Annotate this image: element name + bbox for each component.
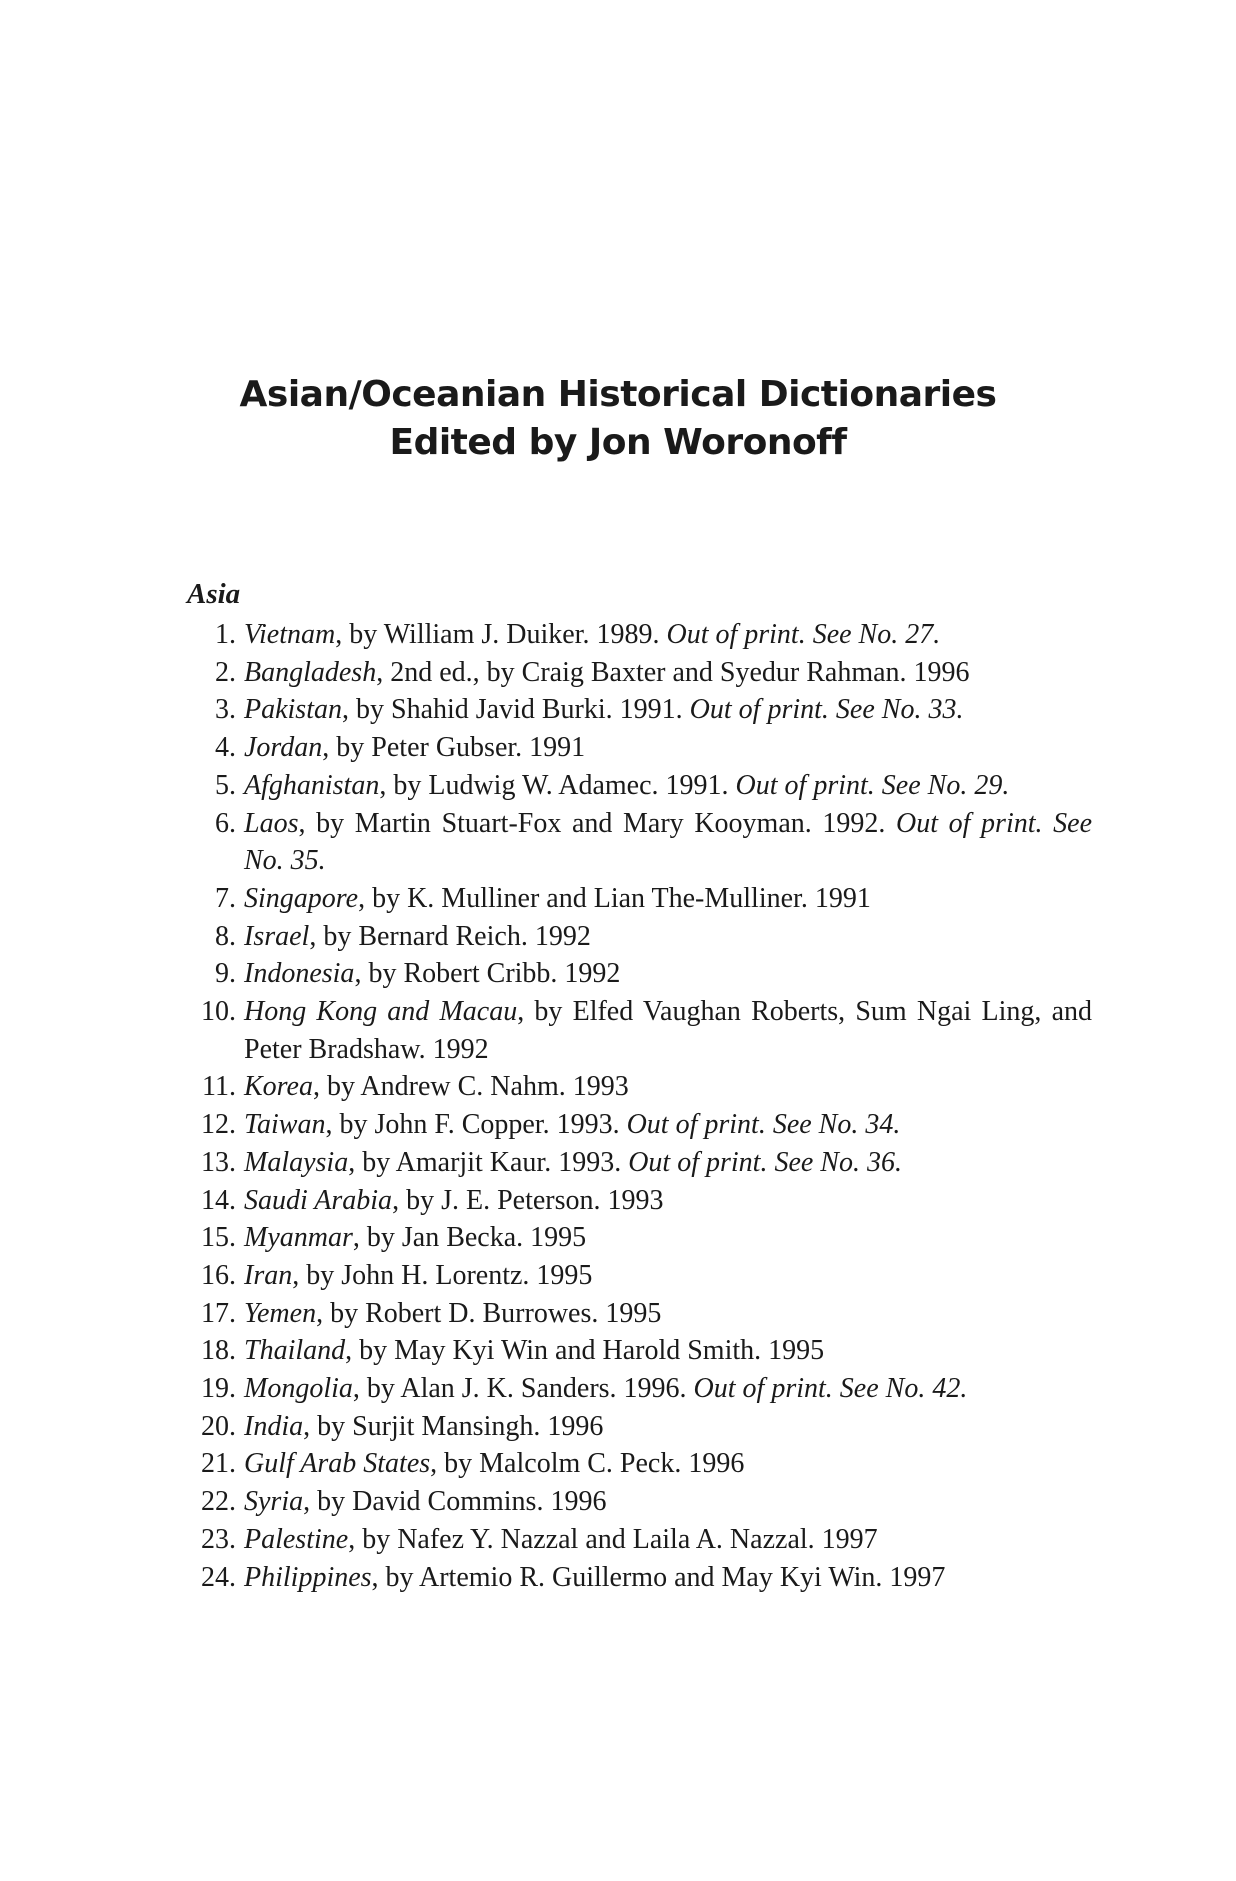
list-item [170, 1106, 1092, 1144]
item-number: 16. [201, 1259, 236, 1291]
item-note: Out of print. See No. 35. [244, 807, 1092, 877]
item-body [244, 1408, 1092, 1446]
item-author-year: , by Shahid Javid Burki. 1991. [342, 694, 690, 726]
item-note: Out of print. See No. 36. [628, 1146, 902, 1178]
item-body [244, 1295, 1092, 1333]
list-item [170, 1483, 1092, 1521]
item-title: Philippines [244, 1561, 372, 1593]
item-body [244, 1483, 1092, 1521]
list-item [170, 955, 1092, 993]
item-author-year: , by Surjit Mansingh. 1996 [303, 1410, 604, 1442]
item-author-year: , by Robert D. Burrowes. 1995 [316, 1297, 662, 1329]
item-body [244, 1332, 1092, 1370]
item-title: Yemen [244, 1297, 317, 1329]
item-title: Mongolia [244, 1373, 353, 1405]
item-number: 19. [201, 1373, 236, 1405]
item-number: 10. [201, 996, 236, 1028]
item-note: Out of print. See No. 33. [689, 694, 964, 726]
item-note: Out of print. See No. 34. [626, 1109, 901, 1141]
item-author-year: , by Artemio R. Guillermo and May Kyi Win. 1997 [371, 1561, 946, 1593]
section-heading: Asia [187, 578, 241, 610]
item-note: Out of print. See No. 27. [666, 619, 941, 650]
item-number: 15. [201, 1222, 236, 1254]
list-item [170, 616, 1092, 654]
item-author-year: , by K. Mulliner and Lian The-Mulliner. 1991 [358, 882, 871, 914]
item-author-year: , by Martin Stuart-Fox and Mary Kooyman. 1992. [298, 807, 897, 839]
item-title: Pakistan [244, 694, 342, 726]
item-number: 7. [215, 882, 236, 914]
item-body [244, 1257, 1092, 1295]
list-item [170, 880, 1092, 918]
item-title: India [244, 1410, 304, 1442]
item-title: Iran [244, 1259, 293, 1291]
item-title: Saudi Arabia [244, 1184, 393, 1216]
dictionary-list [170, 616, 1092, 1596]
item-title: Palestine [244, 1523, 349, 1555]
item-number: 17. [201, 1297, 236, 1329]
item-title: Israel [244, 920, 310, 952]
item-body [244, 729, 1092, 767]
item-author-year: , by Peter Gubser. 1991 [322, 732, 586, 764]
item-body [244, 805, 1092, 880]
list-item [170, 1257, 1092, 1295]
item-number: 23. [201, 1523, 236, 1555]
item-body [244, 993, 1092, 1068]
item-body [244, 616, 1092, 654]
item-body [244, 767, 1092, 805]
item-author-year: , by David Commins. 1996 [303, 1486, 607, 1518]
item-author-year: , by J. E. Peterson. 1993 [392, 1184, 664, 1216]
list-item [170, 1295, 1092, 1333]
list-item [170, 1182, 1092, 1220]
item-number: 20. [201, 1410, 236, 1442]
list-item [170, 1445, 1092, 1483]
item-body [244, 1370, 1092, 1408]
page-title: Asian/Oceanian Historical Dictionaries [239, 374, 997, 415]
list-item [170, 1332, 1092, 1370]
item-author-year: , by Malcolm C. Peck. 1996 [430, 1448, 745, 1480]
item-number: 21. [201, 1448, 236, 1480]
item-body [244, 1445, 1092, 1483]
item-author-year: , by John H. Lorentz. 1995 [292, 1259, 593, 1291]
item-body [244, 1559, 1092, 1597]
item-number: 18. [201, 1335, 236, 1367]
item-author-year: , by Alan J. K. Sanders. 1996. [352, 1373, 694, 1405]
item-number: 1. [215, 619, 236, 650]
item-author-year: , by Amarjit Kaur. 1993. [348, 1146, 629, 1178]
item-title: Gulf Arab States [244, 1448, 431, 1480]
list-item [170, 993, 1092, 1068]
item-author-year: , by John F. Copper. 1993. [325, 1109, 627, 1141]
item-note: Out of print. See No. 29. [735, 769, 1010, 801]
item-author-year: , by Bernard Reich. 1992 [309, 920, 591, 952]
item-body [244, 880, 1092, 918]
item-number: 9. [215, 958, 236, 990]
item-title: Laos [244, 807, 299, 839]
item-author-year: , by Nafez Y. Nazzal and Laila A. Nazzal. 1997 [348, 1523, 878, 1555]
item-title: Malaysia [244, 1146, 349, 1178]
item-author-year: , by Elfed Vaughan Roberts, Sum Ngai Ling, and Peter Bradshaw. 1992 [244, 996, 1093, 1065]
item-number: 14. [201, 1184, 236, 1216]
item-number: 24. [201, 1561, 236, 1593]
item-body [244, 1521, 1092, 1559]
item-title: Thailand [244, 1335, 346, 1367]
item-author-year: , by May Kyi Win and Harold Smith. 1995 [345, 1335, 825, 1367]
item-author-year: , by Andrew C. Nahm. 1993 [312, 1071, 629, 1103]
item-title: Bangladesh [244, 656, 377, 688]
item-author-year: , by William J. Duiker. 1989. [335, 619, 667, 650]
item-title: Afghanistan [244, 769, 380, 801]
item-title: Hong Kong and Macau [244, 996, 518, 1028]
item-body [244, 918, 1092, 956]
list-item [170, 767, 1092, 805]
list-item [170, 654, 1092, 692]
item-number: 11. [202, 1071, 236, 1103]
item-author-year: , by Jan Becka. 1995 [352, 1222, 587, 1254]
item-number: 6. [215, 807, 236, 839]
list-item [170, 1144, 1092, 1182]
item-body [244, 654, 1092, 692]
item-author-year: , by Robert Cribb. 1992 [354, 958, 621, 990]
item-body [244, 1219, 1092, 1257]
item-title: Vietnam [244, 619, 336, 650]
list-item [170, 1408, 1092, 1446]
list-item [170, 1370, 1092, 1408]
item-title: Jordan [244, 732, 323, 764]
list-item [170, 1219, 1092, 1257]
item-number: 3. [215, 694, 236, 726]
item-body [244, 1106, 1092, 1144]
item-author-year: , 2nd ed., by Craig Baxter and Syedur Rahman. 1996 [376, 656, 970, 688]
item-author-year: , by Ludwig W. Adamec. 1991. [379, 769, 736, 801]
list-item [170, 1559, 1092, 1597]
item-note: Out of print. See No. 42. [693, 1373, 968, 1405]
item-number: 2. [215, 656, 236, 688]
item-number: 4. [215, 732, 236, 764]
item-body [244, 691, 1092, 729]
item-title: Myanmar [244, 1222, 353, 1254]
item-body [244, 1144, 1092, 1182]
item-number: 12. [201, 1109, 236, 1141]
item-number: 8. [215, 920, 236, 952]
item-number: 5. [215, 769, 236, 801]
list-item [170, 1068, 1092, 1106]
page-subtitle: Edited by Jon Woronoff [389, 422, 847, 463]
item-title: Indonesia [244, 958, 355, 990]
item-title: Syria [244, 1486, 304, 1518]
item-body [244, 955, 1092, 993]
list-item [170, 729, 1092, 767]
list-item [170, 918, 1092, 956]
item-number: 22. [201, 1486, 236, 1518]
list-item [170, 805, 1092, 880]
list-item [170, 691, 1092, 729]
list-item [170, 1521, 1092, 1559]
item-body [244, 1182, 1092, 1220]
item-number: 13. [201, 1146, 236, 1178]
item-body [244, 1068, 1092, 1106]
item-title: Korea [244, 1071, 313, 1103]
item-title: Singapore [244, 882, 359, 914]
item-title: Taiwan [244, 1109, 326, 1141]
